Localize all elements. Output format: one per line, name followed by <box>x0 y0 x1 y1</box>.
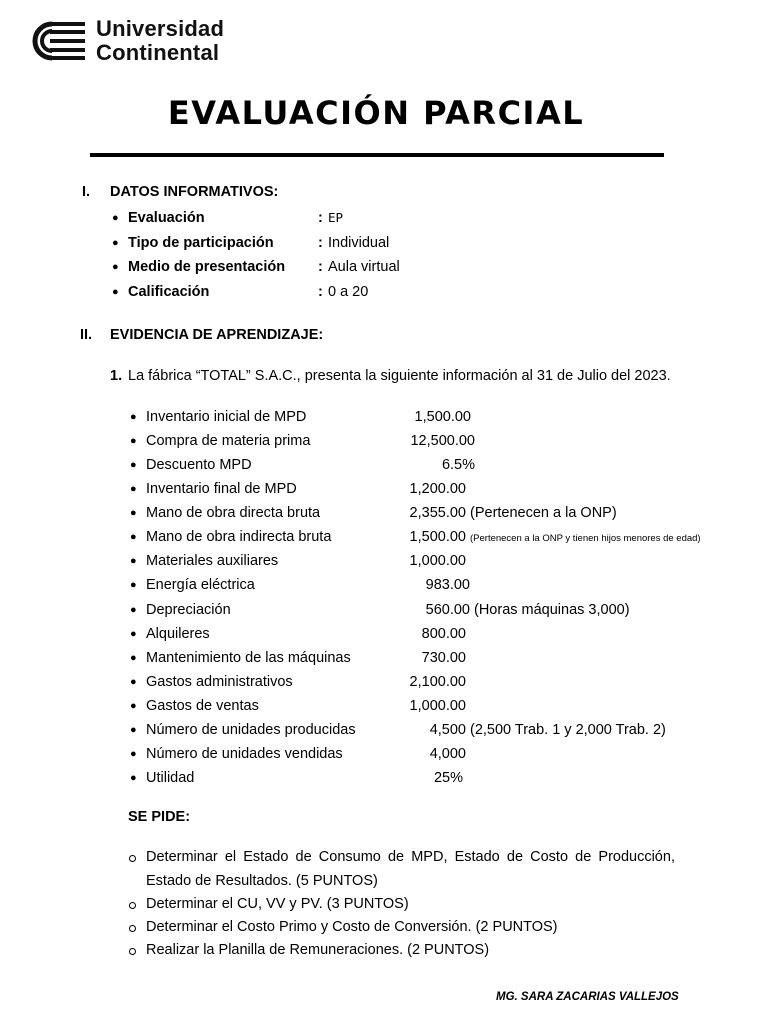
item-value: 1,200.00 <box>409 481 466 497</box>
task-line-continued: Estado de Resultados. (5 PUNTOS) <box>146 873 378 889</box>
bullet-icon: ● <box>130 772 137 784</box>
bullet-icon: ● <box>130 604 137 616</box>
field-colon: : <box>318 259 323 275</box>
bullet-icon: ● <box>130 676 137 688</box>
bullet-icon: ● <box>112 286 119 298</box>
circle-bullet-icon <box>129 925 136 932</box>
item-label: Materiales auxiliares <box>146 553 279 569</box>
bullet-icon: ● <box>130 507 137 519</box>
item-value: 1,500.00 <box>409 529 466 545</box>
field-label: Evaluación <box>128 210 205 226</box>
item-label: Compra de materia prima <box>146 433 311 449</box>
task-line: Determinar el Estado de Consumo de MPD, Estado de Costo de Producción, <box>146 849 675 865</box>
item-value: 730.00 <box>421 650 466 666</box>
field-colon: : <box>318 235 323 251</box>
field-value: 0 a 20 <box>328 284 369 300</box>
task-line: Realizar la Planilla de Remuneraciones. (2 PUNTOS) <box>146 942 490 958</box>
circle-bullet-icon <box>129 902 136 909</box>
item-value: 1,000.00 <box>409 553 466 569</box>
field-label: Tipo de participación <box>128 235 274 251</box>
item-value: 4,500 <box>429 722 466 738</box>
item-label: Depreciación <box>146 602 231 618</box>
bullet-icon: ● <box>130 435 137 447</box>
field-value: Individual <box>328 235 390 251</box>
item-note: (Pertenecen a la ONP) <box>470 505 617 521</box>
bullet-icon: ● <box>130 748 137 760</box>
item-value: 12,500.00 <box>410 433 475 449</box>
bullet-icon: ● <box>130 483 137 495</box>
bullet-icon: ● <box>130 628 137 640</box>
circle-bullet-icon <box>129 948 136 955</box>
item-value: 1,500.00 <box>414 409 471 425</box>
title-underline <box>90 153 664 157</box>
section-2-number: II. <box>80 327 93 343</box>
task-line: Determinar el CU, VV y PV. (3 PUNTOS) <box>146 896 409 912</box>
bullet-icon: ● <box>130 579 137 591</box>
field-colon: : <box>318 284 323 300</box>
question-text: La fábrica “TOTAL” S.A.C., presenta la siguiente información al 31 de Julio del 2023. <box>128 368 671 384</box>
item-label: Mano de obra directa bruta <box>146 505 321 521</box>
item-note: (2,500 Trab. 1 y 2,000 Trab. 2) <box>470 722 666 738</box>
item-label: Gastos administrativos <box>146 674 293 690</box>
bullet-icon: ● <box>130 531 137 543</box>
bullet-icon: ● <box>130 555 137 567</box>
field-value: EP <box>328 210 344 225</box>
field-colon: : <box>318 210 323 226</box>
item-value: 800.00 <box>421 626 466 642</box>
item-value: 2,355.00 <box>409 505 466 521</box>
circle-bullet-icon <box>129 855 136 862</box>
bullet-icon: ● <box>130 411 137 423</box>
item-value: 983.00 <box>425 577 470 593</box>
item-label: Utilidad <box>146 770 195 786</box>
item-value: 25% <box>433 770 463 786</box>
item-label: Mano de obra indirecta bruta <box>146 529 332 545</box>
bullet-icon: ● <box>112 212 119 224</box>
item-value: 4,000 <box>429 746 466 762</box>
bullet-icon: ● <box>112 237 119 249</box>
item-note: (Pertenecen a la ONP y tienen hijos menores de edad) <box>470 533 701 544</box>
item-value: 2,100.00 <box>409 674 466 690</box>
item-label: Inventario final de MPD <box>146 481 297 497</box>
field-value: Aula virtual <box>328 259 400 275</box>
bullet-icon: ● <box>112 261 119 273</box>
section-1-number: I. <box>82 184 91 200</box>
item-label: Número de unidades producidas <box>146 722 356 738</box>
item-value: 560.00 <box>425 602 470 618</box>
question-number: 1. <box>110 368 123 384</box>
task-line: Determinar el Costo Primo y Costo de Conversión. (2 PUNTOS) <box>146 919 558 935</box>
item-label: Descuento MPD <box>146 457 252 473</box>
university-logo-mark-icon <box>26 20 88 62</box>
logo-wordmark <box>96 17 224 65</box>
bullet-icon: ● <box>130 652 137 664</box>
section-1-heading: DATOS INFORMATIVOS: <box>110 184 279 200</box>
item-label: Número de unidades vendidas <box>146 746 343 762</box>
teacher-signature: MG. SARA ZACARIAS VALLEJOS <box>496 991 679 1003</box>
section-2-heading: EVIDENCIA DE APRENDIZAJE: <box>110 327 324 343</box>
logo-line-2: Continental <box>96 40 220 65</box>
item-note: (Horas máquinas 3,000) <box>474 602 630 618</box>
field-label: Calificación <box>128 284 210 300</box>
bullet-icon: ● <box>130 700 137 712</box>
logo-line-1: Universidad <box>96 16 225 41</box>
bullet-icon: ● <box>130 459 137 471</box>
item-label: Mantenimiento de las máquinas <box>146 650 351 666</box>
item-label: Inventario inicial de MPD <box>146 409 307 425</box>
item-value: 6.5% <box>441 457 475 473</box>
se-pide-label: SE PIDE: <box>128 809 191 825</box>
page-title: EVALUACIÓN PARCIAL <box>167 94 585 132</box>
university-logo <box>26 18 238 66</box>
item-value: 1,000.00 <box>409 698 466 714</box>
item-label: Gastos de ventas <box>146 698 259 714</box>
bullet-icon: ● <box>130 724 137 736</box>
item-label: Energía eléctrica <box>146 577 255 593</box>
field-label: Medio de presentación <box>128 259 286 275</box>
item-label: Alquileres <box>146 626 210 642</box>
